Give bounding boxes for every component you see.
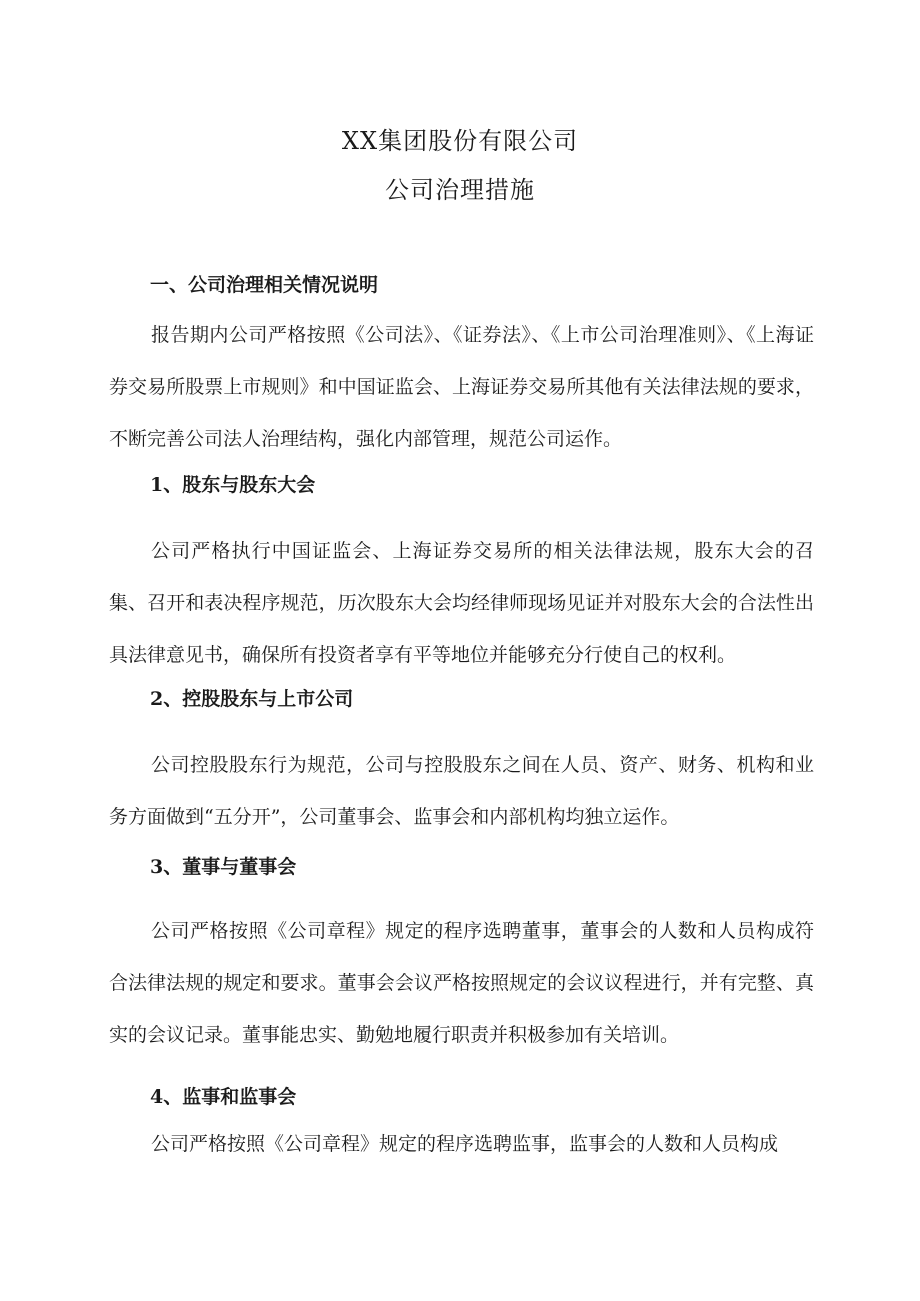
section-paragraph-overview: 报告期内公司严格按照《公司法》、《证券法》、《上市公司治理准则》、《上海证券交易所股票上市规则》和中国证监会、上海证券交易所其他有关法律法规的要求，不断完善公司法人治理结构，强化内部管理，规范公司运作。 — [109, 324, 814, 450]
section-heading-shareholders: 1、股东与股东大会 — [150, 474, 316, 496]
section-heading-controlling-shareholder: 2、控股股东与上市公司 — [150, 688, 354, 710]
company-title: XX集团股份有限公司 — [341, 127, 579, 155]
document-title: 公司治理措施 — [385, 176, 535, 204]
section-heading-overview: 一、公司治理相关情况说明 — [150, 274, 379, 296]
section-paragraph-shareholders: 公司严格执行中国证监会、上海证券交易所的相关法律法规，股东大会的召集、召开和表决程序规范，历次股东大会均经律师现场见证并对股东大会的合法性出具法律意见书，确保所有投资者享有平等地位并能够充分行使自己的权利。 — [109, 540, 814, 666]
section-heading-supervisors: 4、监事和监事会 — [150, 1086, 297, 1108]
section-paragraph-supervisors: 公司严格按照《公司章程》规定的程序选聘监事，监事会的人数和人员构成 — [151, 1133, 779, 1155]
section-heading-board: 3、董事与董事会 — [150, 856, 297, 878]
section-paragraph-controlling-shareholder: 公司控股股东行为规范，公司与控股股东之间在人员、资产、财务、机构和业务方面做到“五分开”，公司董事会、监事会和内部机构均独立运作。 — [109, 754, 814, 828]
section-paragraph-board: 公司严格按照《公司章程》规定的程序选聘董事，董事会的人数和人员构成符合法律法规的规定和要求。董事会会议严格按照规定的会议议程进行，并有完整、真实的会议记录。董事能忠实、勤勉地履行职责并积极参加有关培训。 — [109, 920, 814, 1046]
